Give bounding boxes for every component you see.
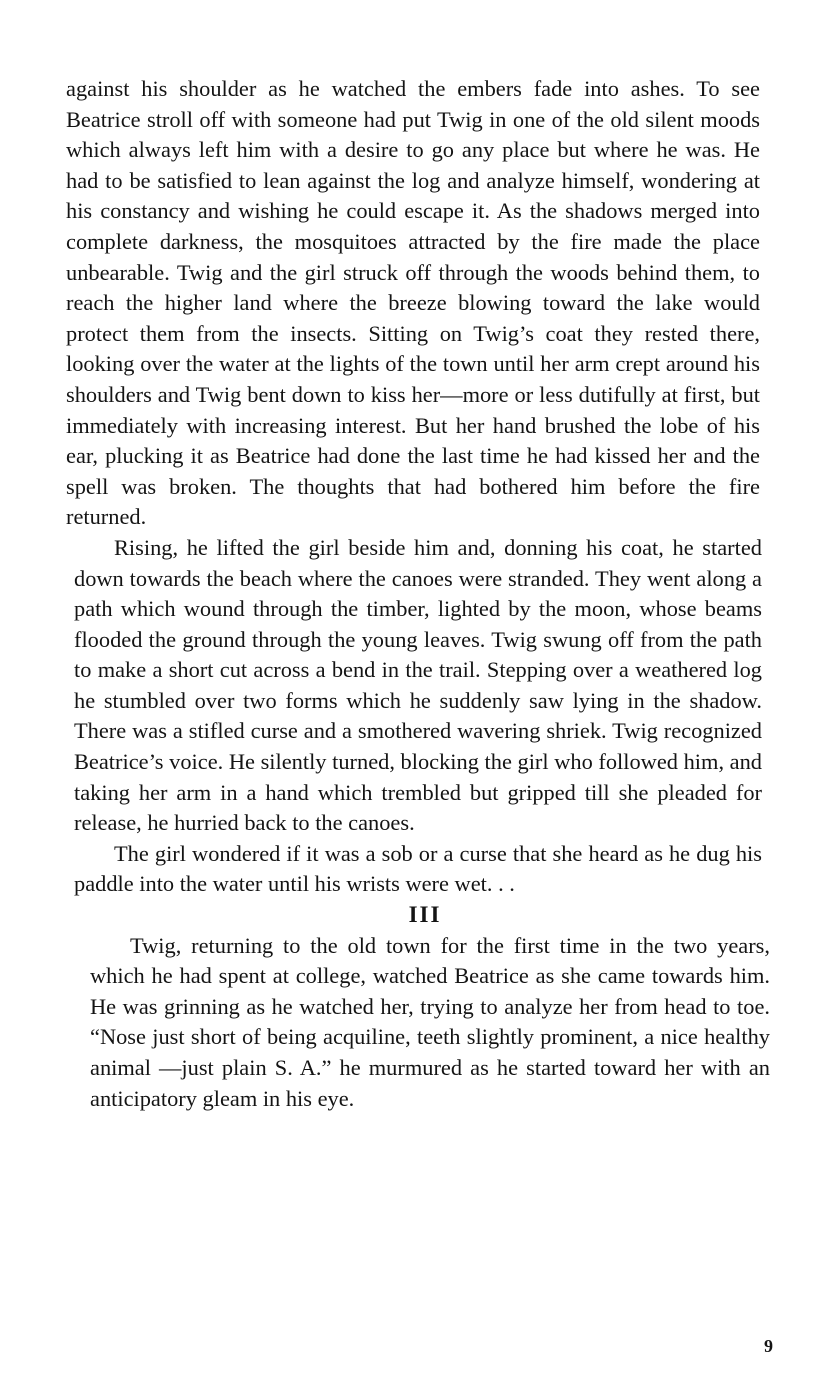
page-number: 9 [764,1336,773,1356]
paragraph-rising: Rising, he lifted the girl beside him and, donning his coat, he started down towards the beach where the canoes were stranded. They went along a path which wound through the timber, lighted by the moon, whose beams flooded the ground through the young leaves. Twig swung off from the path to make a short cut across a bend in the trail. Stepping over a weathered log he stumbled over two forms which he suddenly saw lying in the shadow. There was a stifled curse and a smothered wavering shriek. Twig recognized Beatrice’s voice. He silently turned, blocking the girl who followed him, and taking her arm in a hand which trembled but gripped till she pleaded for release, he hurried back to the canoes. [74,534,762,836]
paragraph-twig-returning: Twig, returning to the old town for the first time in the two years, which he had spent at college, watched Beatrice as she came towards him. He was grinning as he watched her, trying to analyze her from head to toe. “Nose just short of being acquiline, teeth slightly prominent, a nice healthy animal —just plain S. A.” he murmured as he started toward her with an anticipatory gleam in his eye. [90,932,770,1111]
paragraph-girl-wondered: The girl wondered if it was a sob or a curse that she heard as he dug his paddle into the water until his wrists were wet. . . [74,840,762,897]
paragraph-continuation: against his shoulder as he watched the embers fade into ashes. To see Beatrice stroll off with someone had put Twig in one of the old silent moods which always left him with a desire to go any place but where he was. He had to be satisfied to lean against the log and analyze himself, wondering at his constancy and wishing he could escape it. As the shadows merged into complete darkness, the mosquitoes attracted by the fire made the place unbearable. Twig and the girl struck off through the woods behind them, to reach the higher land where the breeze blowing toward the lake would protect them from the insects. Sitting on Twig’s coat they rested there, looking over the water at the lights of the town until her arm crept around his shoulders and Twig bent down to kiss her—more or less dutifully at first, but immediately with increasing interest. But her hand brushed the lobe of his ear, plucking it as Beatrice had done the last time he had kissed her and the spell was broken. The thoughts that had bothered him before the fire returned. [66,76,760,530]
page-body [66,74,770,1114]
section-three [82,931,768,1115]
section-heading: III [408,902,442,928]
